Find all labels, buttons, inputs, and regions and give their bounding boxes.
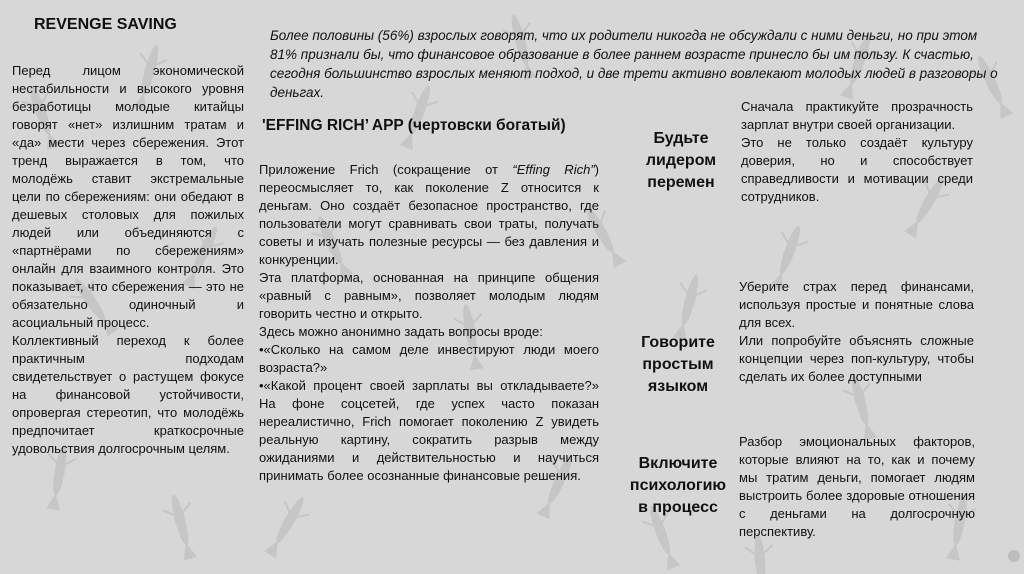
tip-2-line-2: Или попробуйте объяснять сложные концепции через поп-культуру, чтобы сделать их более доступными — [739, 333, 974, 384]
app-intro-emphasis: “Effing Rich” — [512, 162, 595, 177]
tip-1-line-1: Сначала практикуйте прозрачность зарплат внутри своей организации. — [741, 99, 973, 132]
corner-logo-icon — [1006, 548, 1022, 564]
revenge-saving-paragraph-2: Коллективный переход к более практичным подходам свидетельствует о растущем фокусе на финансовой устойчивости, опровергая стереотип, что молодёжь предпочитает краткосрочные удовольствия долгосрочным целям. — [12, 333, 244, 456]
tip-text-3 — [739, 433, 975, 541]
tip-heading-3: Включите психологию в процесс — [629, 455, 727, 516]
app-intro-suffix: ) переосмысляет то, как поколение Z относится к деньгам. Оно создаёт безопасное пространство, где пользователи могут сравнивать свои траты, получать советы и изучать полезные ресурсы — без давления и конкуренции. — [259, 162, 599, 267]
tip-3-line-1: Разбор эмоциональных факторов, которые влияют на то, как и почему мы тратим деньги, помогает людям выстроить более здоровые отношения с деньгами на долгосрочную перспективу. — [739, 434, 975, 539]
app-paragraph-2: Эта платформа, основанная на принципе общения «равный с равным», позволяет молодым людям говорить честно и открыто. — [259, 270, 599, 321]
app-bullet-1: •«Сколько на самом деле инвестируют люди моего возраста?» — [259, 342, 599, 375]
revenge-saving-title: REVENGE SAVING — [34, 16, 177, 33]
app-paragraph-3: Здесь можно анонимно задать вопросы вроде: — [259, 324, 543, 339]
tip-1-line-2: Это не только создаёт культуру доверия, но и способствует справедливости и мотивации среди сотрудников. — [741, 135, 973, 204]
app-intro — [259, 161, 599, 269]
app-bullet-2: •«Какой процент своей зарплаты вы откладываете?» На фоне соцсетей, где успех часто показан нереалистично, Frich помогает поколению Z увидеть реальную картину, сократить разрыв между ожиданиями и действительностью и научиться принимать более осознанные финансовые решения. — [259, 378, 599, 483]
effing-rich-app-title: 'EFFING RICH’ APP (чертовски богатый) — [262, 117, 566, 134]
tip-heading-2: Говорите простым языком — [641, 334, 715, 395]
revenge-saving-paragraph-1: Перед лицом экономической нестабильности и высокого уровня безработицы молодые китайцы говорят «нет» излишним тратам и «да» мести через сбережения. Этот тренд выражается в том, что молодёжь ставит экстремальные цели по сбережениям: они обедают в дешевых столовых для пожилых людей или объединяются с «партнёрами по сбережениям» онлайн для взаимного контроля. Это показывает, что сбережения — это не обязательно одиночный и асоциальный процесс. — [12, 63, 244, 330]
effing-rich-app-text — [259, 161, 599, 485]
tip-2-line-1: Уберите страх перед финансами, используя простые и понятные слова для всех. — [739, 279, 974, 330]
tip-text-1 — [741, 98, 973, 206]
statistics-quote: Более половины (56%) взрослых говорят, что их родители никогда не обсуждали с ними деньги, но при этом 81% признали бы, что финансовое образование в более раннем возрасте принесло бы им пользу. К счастью, сегодня большинство взрослых меняют подход, и две трети активно вовлекают молодых людей в разговоры о деньгах. — [270, 28, 998, 100]
tip-heading-1: Будьте лидером перемен — [645, 130, 717, 191]
revenge-saving-text — [12, 62, 244, 458]
app-intro-prefix: Приложение Frich (сокращение от — [259, 162, 513, 177]
tip-text-2 — [739, 278, 974, 386]
